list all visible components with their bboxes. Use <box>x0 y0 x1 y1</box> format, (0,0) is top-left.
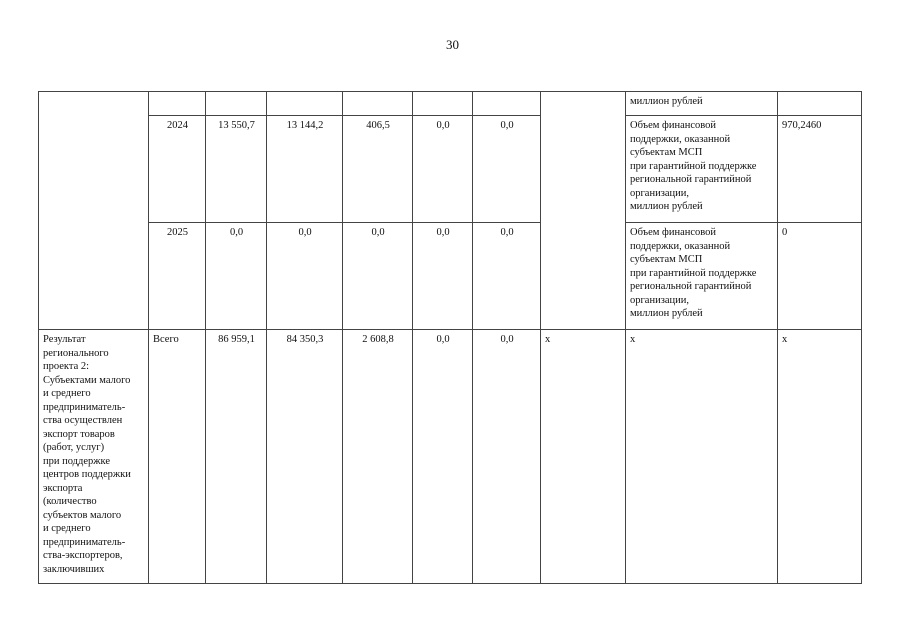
value-cell: 13 144,2 <box>267 116 343 223</box>
value-cell <box>343 92 413 116</box>
indicator-value-cell <box>778 92 862 116</box>
value-cell: 0,0 <box>473 330 541 584</box>
value-cell: 0,0 <box>413 330 473 584</box>
value-cell: 0,0 <box>267 223 343 330</box>
table-row-continuation <box>39 92 862 116</box>
value-cell <box>206 92 267 116</box>
indicator-value-cell: х <box>778 330 862 584</box>
value-cell: 13 550,7 <box>206 116 267 223</box>
empty-name-cell <box>39 92 149 330</box>
value-cell: 84 350,3 <box>267 330 343 584</box>
value-cell <box>473 92 541 116</box>
indicator-value-cell: 0 <box>778 223 862 330</box>
value-cell: 0,0 <box>413 116 473 223</box>
indicator-value-cell: 970,2460 <box>778 116 862 223</box>
value-cell <box>267 92 343 116</box>
value-cell: 86 959,1 <box>206 330 267 584</box>
empty-merged-cell <box>541 92 626 330</box>
year-cell: 2024 <box>149 116 206 223</box>
col8-cell: х <box>541 330 626 584</box>
table-row-2024 <box>39 116 862 223</box>
year-cell: Всего <box>149 330 206 584</box>
indicator-cell: Объем финансовой поддержки, оказанной субъектам МСП при гарантийной поддержке региональной гарантийной организации, миллион рублей <box>626 116 778 223</box>
indicator-cell: х <box>626 330 778 584</box>
page-number: 30 <box>446 37 459 52</box>
value-cell: 0,0 <box>473 223 541 330</box>
indicator-cell: Объем финансовой поддержки, оказанной субъектам МСП при гарантийной поддержке региональной гарантийной организации, миллион рублей <box>626 223 778 330</box>
value-cell: 0,0 <box>206 223 267 330</box>
value-cell: 2 608,8 <box>343 330 413 584</box>
table-row-2025 <box>39 223 862 330</box>
result-name-cell: Результат регионального проекта 2: Субъектами малого и среднего предприниматель- ства осуществлен экспорт товаров (работ, услуг) при поддержке центров поддержки экспорта (количество субъектов малого и среднего предприниматель- ства-экспортеров, заключивших <box>39 330 149 584</box>
financing-table <box>38 91 862 584</box>
value-cell <box>413 92 473 116</box>
value-cell: 406,5 <box>343 116 413 223</box>
value-cell: 0,0 <box>343 223 413 330</box>
value-cell: 0,0 <box>473 116 541 223</box>
year-cell: 2025 <box>149 223 206 330</box>
year-cell <box>149 92 206 116</box>
table-row-result-2 <box>39 330 862 584</box>
value-cell: 0,0 <box>413 223 473 330</box>
indicator-cell: миллион рублей <box>626 92 778 116</box>
